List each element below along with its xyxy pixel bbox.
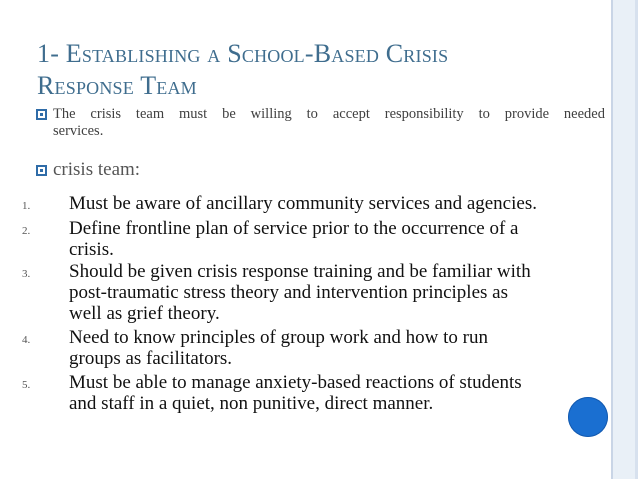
list-number: 5.: [22, 379, 31, 391]
bullet-text-line-2: services.: [53, 123, 104, 139]
list-number: 4.: [22, 334, 31, 346]
decorative-circle: [568, 397, 608, 437]
list-item-line: crisis.: [69, 239, 114, 260]
list-number: 3.: [22, 268, 31, 280]
list-number: 2.: [22, 225, 31, 237]
right-border-decoration: [611, 0, 638, 479]
list-item-line: post-traumatic stress theory and intervention principles as: [69, 282, 508, 303]
list-item-line: Must be aware of ancillary community services and agencies.: [69, 193, 537, 214]
list-item: [69, 193, 609, 214]
list-item-line: groups as facilitators.: [69, 348, 233, 369]
list-item: [69, 261, 609, 324]
list-item: [69, 218, 609, 260]
bullet-text-line-1: The crisis team must be willing to accept responsibility to provide needed: [53, 106, 605, 122]
list-number: 1.: [22, 200, 31, 212]
title-line-2: Response Team: [37, 71, 197, 100]
list-item-line: Should be given crisis response training and be familiar with: [69, 261, 531, 282]
square-bullet-icon: [36, 109, 47, 120]
list-item-line: Define frontline plan of service prior to the occurrence of a: [69, 218, 519, 239]
crisis-team-heading: crisis team:: [53, 159, 141, 180]
square-bullet-icon: [36, 165, 47, 176]
slide-title: [37, 38, 597, 102]
list-item-line: well as grief theory.: [69, 303, 220, 324]
title-line-1: 1- Establishing a School-Based Crisis: [37, 39, 449, 68]
list-item: [69, 327, 609, 369]
list-item: [69, 372, 609, 414]
list-item-line: and staff in a quiet, non punitive, direct manner.: [69, 393, 434, 414]
bullet-text-responsibility: [53, 106, 605, 140]
list-item-line: Must be able to manage anxiety-based reactions of students: [69, 372, 522, 393]
list-item-line: Need to know principles of group work and how to run: [69, 327, 488, 348]
